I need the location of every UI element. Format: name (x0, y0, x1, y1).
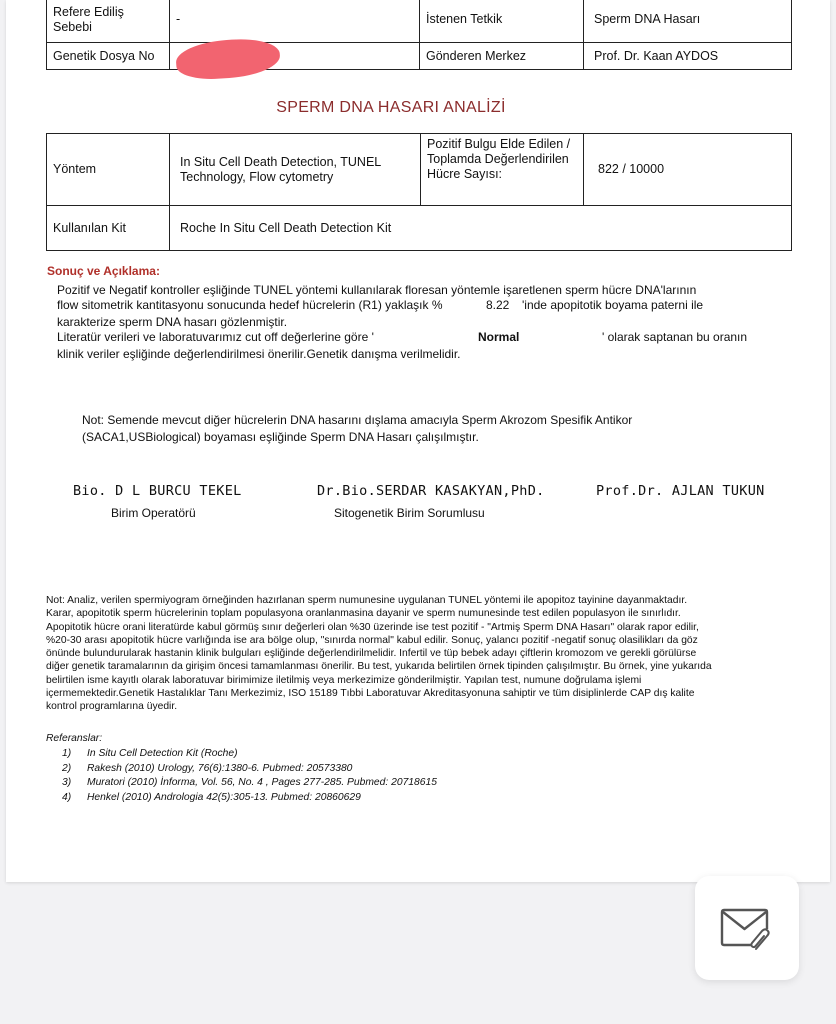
signature-name-3: Prof.Dr. AJLAN TUKUN (596, 483, 765, 499)
reference-item: 2) Rakesh (2010) Urology, 76(6):1380-6. Pubmed: 20573380 (62, 762, 353, 774)
references-heading: Referanslar: (46, 733, 103, 744)
signature-name-1: Bio. D L BURCU TEKEL (73, 483, 242, 499)
document-page (6, 0, 830, 882)
referral-reason-value: - (170, 0, 420, 43)
result-line-2: flow sitometrik kantitasyonu sonucunda hedef hücrelerin (R1) yaklaşık % 8.22 'inde apopitotik boyama paterni ile (57, 298, 704, 312)
saca-note: Not: Semende mevcut diğer hücrelerin DNA hasarını dışlama amacıyla Sperm Akrozom Spesifik Antikor (SACA1,USBiological) boyaması eşliğinde Sperm DNA Hasarı çalışılmıştır. (82, 413, 633, 444)
result-status: Normal (478, 330, 520, 344)
reference-item: 1) In Situ Cell Detection Kit (Roche) (62, 748, 238, 759)
sending-center-label: Gönderen Merkez (420, 43, 584, 70)
kit-label: Kullanılan Kit (47, 206, 170, 251)
reference-item: 4) Henkel (2010) Andrologia 42(5):305-13. Pubmed: 20860629 (62, 791, 361, 803)
mail-button[interactable] (695, 876, 799, 980)
reference-item: 3) Muratori (2010) İnforma, Vol. 56, No. 4 , Pages 277-285. Pubmed: 20718615 (62, 777, 437, 789)
kit-value: Roche In Situ Cell Death Detection Kit (170, 206, 792, 251)
method-value: In Situ Cell Death Detection, TUNEL Technology, Flow cytometry (170, 134, 421, 206)
patient-info-table (46, 0, 792, 70)
result-line-1: Pozitif ve Negatif kontroller eşliğinde TUNEL yöntemi kullanılarak floresan yöntemle işaretlenen sperm hücre DNA'larının (57, 283, 697, 297)
signature-name-2: Dr.Bio.SERDAR KASAKYAN,PhD. (317, 483, 545, 499)
result-line-4: Literatür verileri ve laboratuvarımız cut off değerlerine göre ' Normal ' olarak saptanan bu oranın (57, 330, 748, 344)
requested-test-value: Sperm DNA Hasarı (584, 0, 792, 43)
positive-count-label: Pozitif Bulgu Elde Edilen / Toplamda Değerlendirilen Hücre Sayısı: (421, 134, 584, 206)
references-list (62, 747, 762, 805)
requested-test-label: İstenen Tetkik (420, 0, 584, 43)
damage-percent: 8.22 (486, 298, 510, 312)
method-table (46, 133, 792, 251)
signature-role-1: Birim Operatörü (111, 506, 196, 520)
result-line-3: karakterize sperm DNA hasarı gözlenmiştir. (57, 315, 288, 329)
page-title: SPERM DNA HASARI ANALİZİ (276, 99, 506, 116)
method-label: Yöntem (47, 134, 170, 206)
referral-reason-label: Refere Ediliş Sebebi (47, 0, 170, 43)
signature-role-2: Sitogenetik Birim Sorumlusu (334, 506, 485, 520)
result-line-5: klinik veriler eşliğinde değerlendirilmesi önerilir.Genetik danışma verilmelidir. (57, 347, 461, 361)
result-body (57, 283, 797, 362)
mail-attachment-icon (719, 907, 775, 951)
sending-center-value: Prof. Dr. Kaan AYDOS (584, 43, 792, 70)
result-heading: Sonuç ve Açıklama: (47, 264, 160, 278)
footnote: Not: Analiz, verilen spermiyogram örneğinden hazırlanan sperm numunesine uygulanan TUNEL yöntemi ile apopitoz tayinine dayanmaktadır. Karar, apopitotik sperm hücrelerinin toplam populasyona oranlanmasina dayanir ve sperm numunesinde test edilen populasyon ile sınırlıdır. Apopitotik hücre orani literatürde kabul görmüş sınır değerleri olan %30 üzerinde ise test pozitif - "Artmiş Sperm DNA Hasarı" olarak rapor edilir, %20-30 arası apopitotik hücre varlığında ise ara bölge olup, "sınırda normal" kabul edilir. Sonuç, yalancı pozitif -negatif sonuç olasilikları da göz önünde bulundurularak hastanin klinik bulguları eşliğinde değerlendirilmelidir. Infertil ve tüp bebek adayı çiftlerin kromozom ve gerekli görülürse diğer genetik taramalarının da girişim öncesi tamamlanması önerilir. Bu test, yukarıda belirtilen örnek tipinden çalışılmıştır. Bu örnek, yine yukarıda belirtilen isme kayıtlı olarak laboratuvar birimimize iletilmiş veya merkezimize gönderilmiştir. Yapılan test, numune doğrulama işlemi içermemektedir.Genetik Hastalıklar Tanı Merkezimiz, ISO 15189 Tıbbi Laboratuvar Akreditasyonuna sahiptir ve tüm disiplinlerde CAP dış kalite kontrol programlarına üyedir. (46, 595, 712, 713)
positive-count-value: 822 / 10000 (584, 134, 792, 206)
genetic-file-no-label: Genetik Dosya No (47, 43, 170, 70)
